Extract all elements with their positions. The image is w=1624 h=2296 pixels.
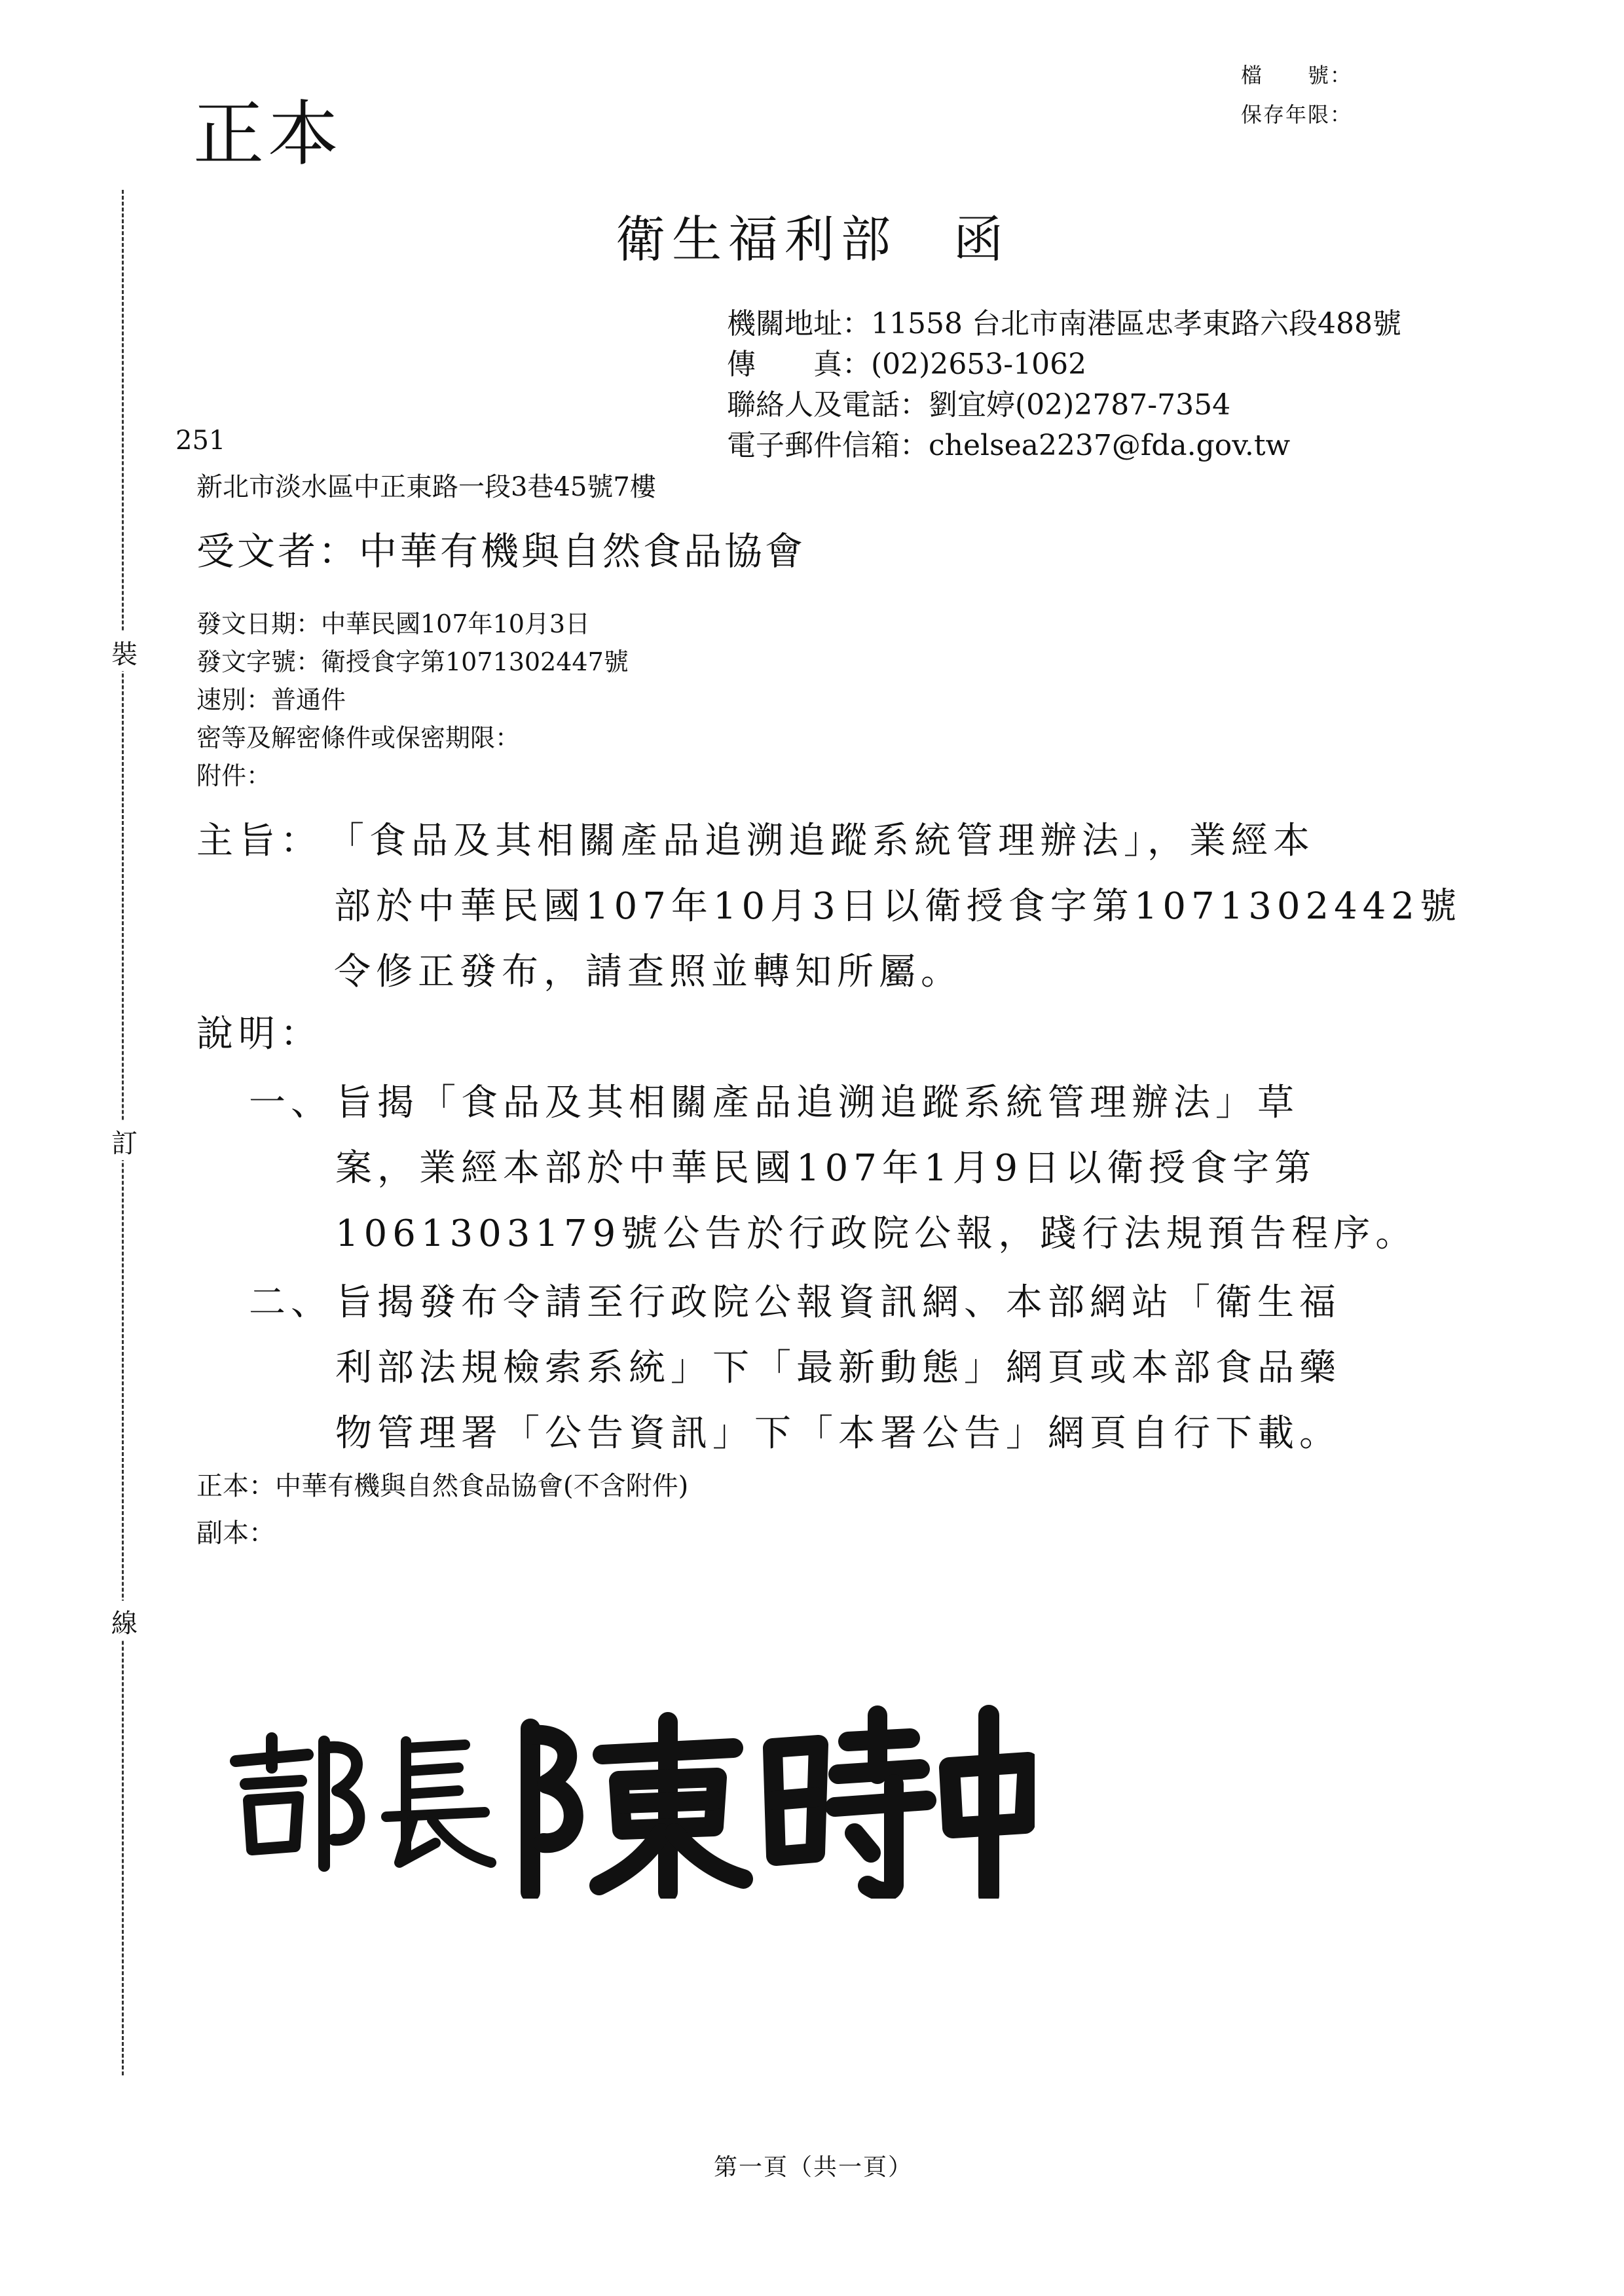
recipient-zip: 251	[175, 426, 226, 456]
sender-address: 機關地址：11558 台北市南港區忠孝東路六段488號	[727, 307, 1401, 340]
original-recipient: 正本：中華有機與自然食品協會(不含附件)	[196, 1471, 689, 1501]
secrecy-level: 密等及解密條件或保密期限：	[196, 723, 521, 752]
copy-recipient: 副本：	[196, 1518, 275, 1548]
file-number-label: 檔 號：	[1241, 63, 1353, 88]
item-marker: 一、	[249, 1082, 333, 1124]
binding-mark-zhuang: 裝	[111, 640, 138, 670]
subject-line: 「食品及其相關產品追溯追蹤系統管理辦法」，業經本	[327, 820, 1315, 862]
issue-date: 發文日期：中華民國107年10月3日	[196, 610, 591, 638]
speed-class: 速別：普通件	[196, 685, 346, 714]
copy-mark: 正本	[193, 94, 343, 175]
explanation-line: 物管理署「公告資訊」下「本署公告」網頁自行下載。	[335, 1412, 1341, 1455]
explanation-line: 利部法規檢索系統」下「最新動態」網頁或本部食品藥	[335, 1347, 1341, 1389]
explanation-label: 說明：	[196, 1013, 322, 1055]
retention-label: 保存年限：	[1241, 102, 1353, 127]
explanation-line: 旨揭「食品及其相關產品追溯追蹤系統管理辦法」草	[335, 1082, 1299, 1124]
binding-mark-ding: 訂	[111, 1129, 138, 1159]
document-title: 衛生福利部 函	[616, 210, 1010, 268]
attachment-label: 附件：	[196, 761, 272, 790]
sender-fax: 傳 真：(02)2653-1062	[727, 348, 1087, 381]
page-footer: 第一頁（共一頁）	[714, 2154, 913, 2181]
recipient-address: 新北市淡水區中正東路一段3巷45號7樓	[196, 472, 656, 502]
recipient: 受文者：中華有機與自然食品協會	[196, 529, 806, 574]
subject-line: 令修正發布，請查照並轉知所屬。	[334, 951, 963, 993]
sender-contact: 聯絡人及電話：劉宜婷(02)2787-7354	[727, 388, 1231, 422]
sender-email: 電子郵件信箱：chelsea2237@fda.gov.tw	[727, 429, 1291, 462]
subject-line: 部於中華民國107年10月3日以衛授食字第1071302442號	[334, 885, 1462, 928]
item-marker: 二、	[249, 1281, 333, 1324]
explanation-line: 1061303179號公告於行政院公報，踐行法規預告程序。	[335, 1212, 1418, 1255]
document-number: 發文字號：衛授食字第1071302447號	[196, 647, 629, 676]
binding-mark-xian: 線	[111, 1609, 138, 1639]
explanation-line: 案，業經本部於中華民國107年1月9日以衛授食字第	[335, 1147, 1317, 1190]
explanation-line: 旨揭發布令請至行政院公報資訊網、本部網站「衛生福	[335, 1281, 1341, 1324]
subject-label: 主旨：	[196, 820, 322, 862]
minister-signature	[210, 1702, 1035, 1899]
